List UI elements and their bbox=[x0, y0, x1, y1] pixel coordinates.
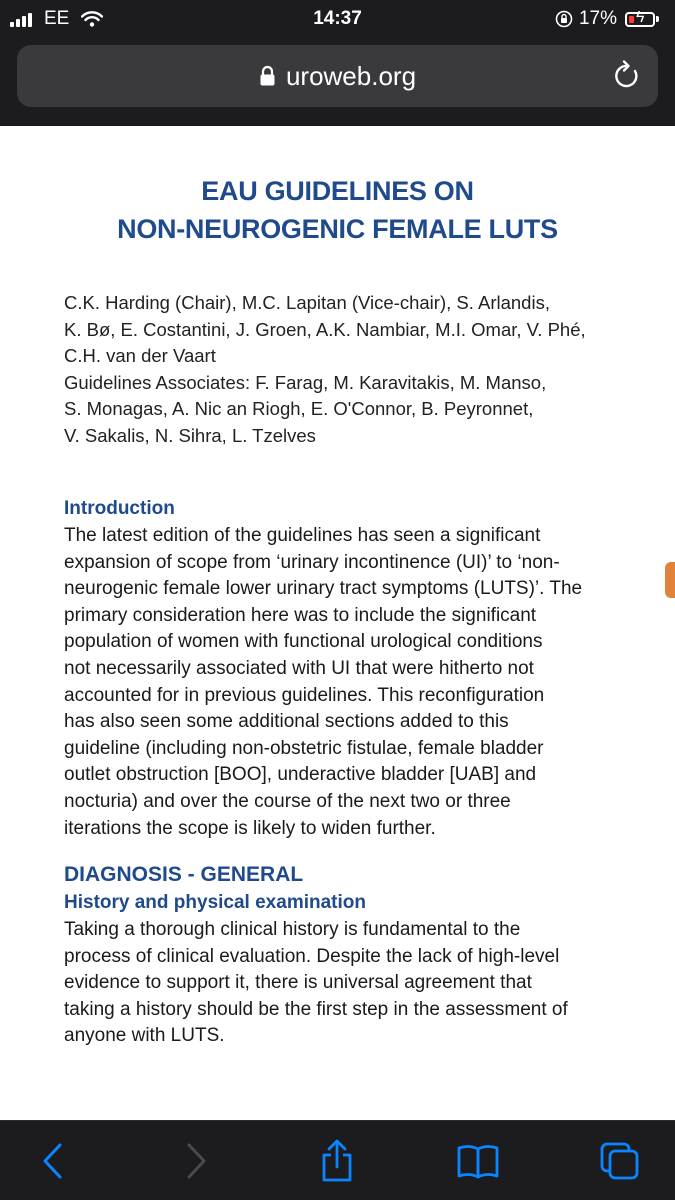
author-line: V. Sakalis, N. Sihra, L. Tzelves bbox=[64, 424, 316, 446]
paragraph-line: The latest edition of the guidelines has seen a significant bbox=[64, 525, 541, 546]
url-text[interactable]: uroweb.org bbox=[285, 61, 417, 91]
paragraph-line: not necessarily associated with UI that were hitherto not bbox=[64, 657, 534, 679]
paragraph-line: outlet obstruction [BOO], underactive bladder [UAB] and bbox=[64, 764, 537, 786]
back-icon[interactable] bbox=[41, 1142, 65, 1180]
author-line: C.H. van der Vaart bbox=[64, 345, 216, 366]
paragraph-line: population of women with functional urological conditions bbox=[64, 631, 543, 653]
author-line: Guidelines Associates: F. Farag, M. Karavitakis, M. Manso, bbox=[64, 371, 547, 393]
bookmarks-icon[interactable] bbox=[456, 1143, 500, 1179]
paragraph-line: process of clinical evaluation. Despite the lack of high-level bbox=[64, 945, 560, 967]
title-line: NON-NEUROGENIC FEMALE LUTS bbox=[117, 214, 558, 244]
history-heading: History and physical examination bbox=[64, 892, 366, 913]
status-bar bbox=[0, 0, 675, 40]
share-icon[interactable] bbox=[319, 1139, 355, 1183]
title-line: EAU GUIDELINES ON bbox=[201, 176, 474, 206]
bookmarks-button[interactable] bbox=[456, 1139, 500, 1183]
battery-charging-icon: ϟ bbox=[625, 12, 655, 27]
scroll-indicator[interactable] bbox=[665, 562, 675, 598]
introduction-heading: Introduction bbox=[64, 498, 175, 519]
introduction-paragraph bbox=[64, 523, 639, 842]
tabs-button[interactable] bbox=[598, 1139, 642, 1183]
address-bar-content[interactable] bbox=[17, 61, 658, 92]
share-button[interactable] bbox=[315, 1139, 359, 1183]
lock-icon bbox=[259, 65, 276, 87]
paragraph-line: primary consideration here was to include the significant bbox=[64, 604, 537, 626]
address-bar[interactable] bbox=[17, 45, 658, 107]
paragraph-line: iterations the scope is likely to widen further. bbox=[64, 817, 436, 839]
paragraph-line: Taking a thorough clinical history is fundamental to the bbox=[64, 919, 521, 940]
author-line: S. Monagas, A. Nic an Riogh, E. O'Connor, B. Peyronnet, bbox=[64, 398, 534, 419]
paragraph-line: has also seen some additional sections added to this bbox=[64, 711, 509, 733]
browser-top-chrome bbox=[0, 0, 675, 126]
history-paragraph bbox=[64, 917, 639, 1050]
reload-icon[interactable] bbox=[612, 59, 642, 91]
forward-button[interactable] bbox=[174, 1139, 218, 1183]
author-line: C.K. Harding (Chair), M.C. Lapitan (Vice-chair), S. Arlandis, bbox=[64, 292, 550, 313]
paragraph-line: expansion of scope from ‘urinary incontinence (UI)’ to ‘non- bbox=[64, 551, 560, 573]
paragraph-line: neurogenic female lower urinary tract symptoms (LUTS)’. The bbox=[64, 578, 583, 600]
browser-toolbar bbox=[0, 1120, 675, 1200]
orientation-lock-icon bbox=[555, 10, 573, 28]
forward-icon[interactable] bbox=[184, 1142, 208, 1180]
author-line: K. Bø, E. Costantini, J. Groen, A.K. Nambiar, M.I. Omar, V. Phé, bbox=[64, 318, 586, 340]
status-time: 14:37 bbox=[313, 8, 362, 29]
battery-percentage: 17% bbox=[578, 8, 617, 29]
status-right bbox=[555, 8, 659, 30]
tabs-icon[interactable] bbox=[599, 1141, 641, 1181]
battery-tip bbox=[656, 16, 659, 22]
paragraph-line: nocturia) and over the course of the next two or three bbox=[64, 790, 511, 812]
paragraph-line: evidence to support it, there is universal agreement that bbox=[64, 972, 532, 994]
back-button[interactable] bbox=[31, 1139, 75, 1183]
paragraph-line: taking a history should be the first step in the assessment of bbox=[64, 998, 568, 1020]
diagnosis-heading: DIAGNOSIS - GENERAL bbox=[64, 863, 304, 886]
page-content[interactable] bbox=[0, 126, 675, 1120]
paragraph-line: guideline (including non-obstetric fistulae, female bladder bbox=[64, 737, 544, 759]
document-title bbox=[0, 172, 675, 248]
paragraph-line: accounted for in previous guidelines. This reconfiguration bbox=[64, 684, 545, 706]
paragraph-line: anyone with LUTS. bbox=[64, 1025, 225, 1047]
carrier-name: EE bbox=[44, 8, 70, 29]
authors-block bbox=[64, 290, 644, 449]
